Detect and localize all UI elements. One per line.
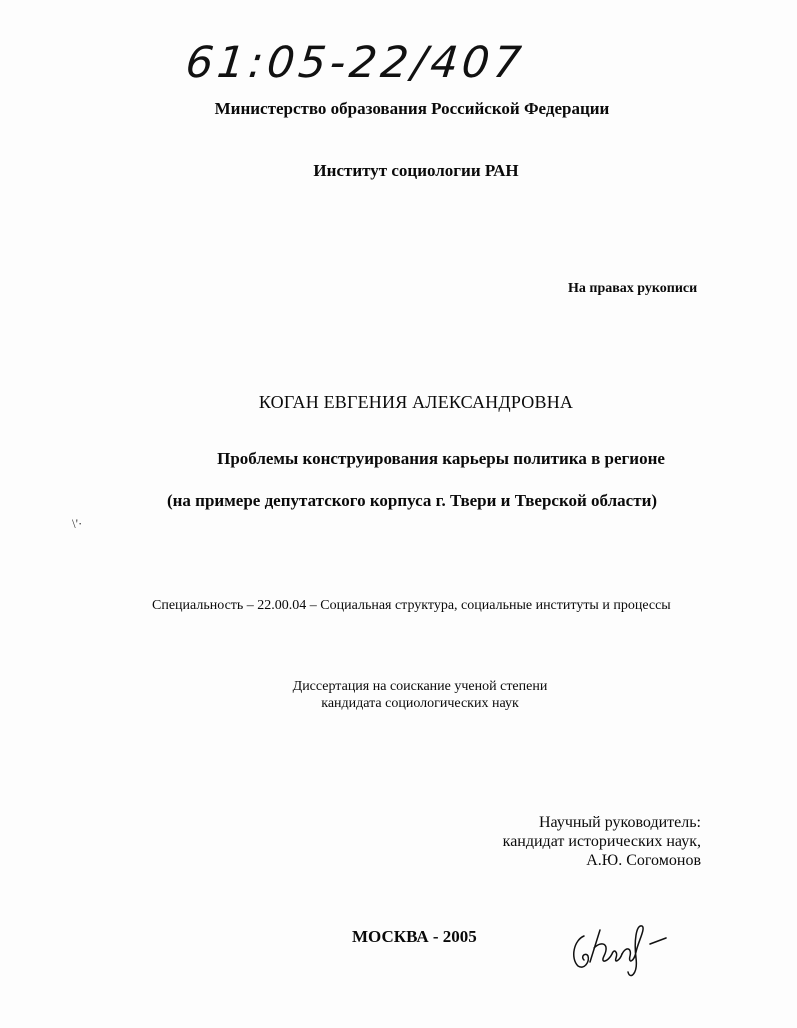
ministry-heading: Министерство образования Российской Федерации — [214, 99, 610, 118]
dissertation-title: Проблемы конструирования карьеры политика в регионе — [217, 449, 665, 468]
supervisor-degree: кандидат исторических наук, — [502, 833, 701, 850]
author-name: КОГАН ЕВГЕНИЯ АЛЕКСАНДРОВНА — [258, 392, 574, 412]
city-year: МОСКВА - 2005 — [352, 927, 477, 946]
supervisor-name: А.Ю. Согомонов — [586, 852, 701, 869]
dissertation-line-2: кандидата социологических наук — [321, 696, 519, 711]
supervisor-label: Научный руководитель: — [538, 814, 701, 831]
institute-heading: Институт социологии РАН — [313, 161, 519, 180]
manuscript-rights-note: На правах рукописи — [568, 281, 698, 296]
scan-speckle: \'· — [72, 516, 83, 531]
supervisor-block — [503, 813, 701, 870]
specialty-line: Специальность – 22.00.04 – Социальная структура, социальные институты и процессы — [152, 598, 671, 613]
dissertation-line-1: Диссертация на соискание ученой степени — [292, 679, 548, 694]
dissertation-degree-block — [0, 678, 797, 712]
signature-icon — [566, 922, 676, 982]
dissertation-subtitle: (на примере депутатского корпуса г. Твери и Тверской области) — [166, 491, 658, 510]
archive-code-handwritten: 61:05-22/407 — [183, 38, 528, 88]
